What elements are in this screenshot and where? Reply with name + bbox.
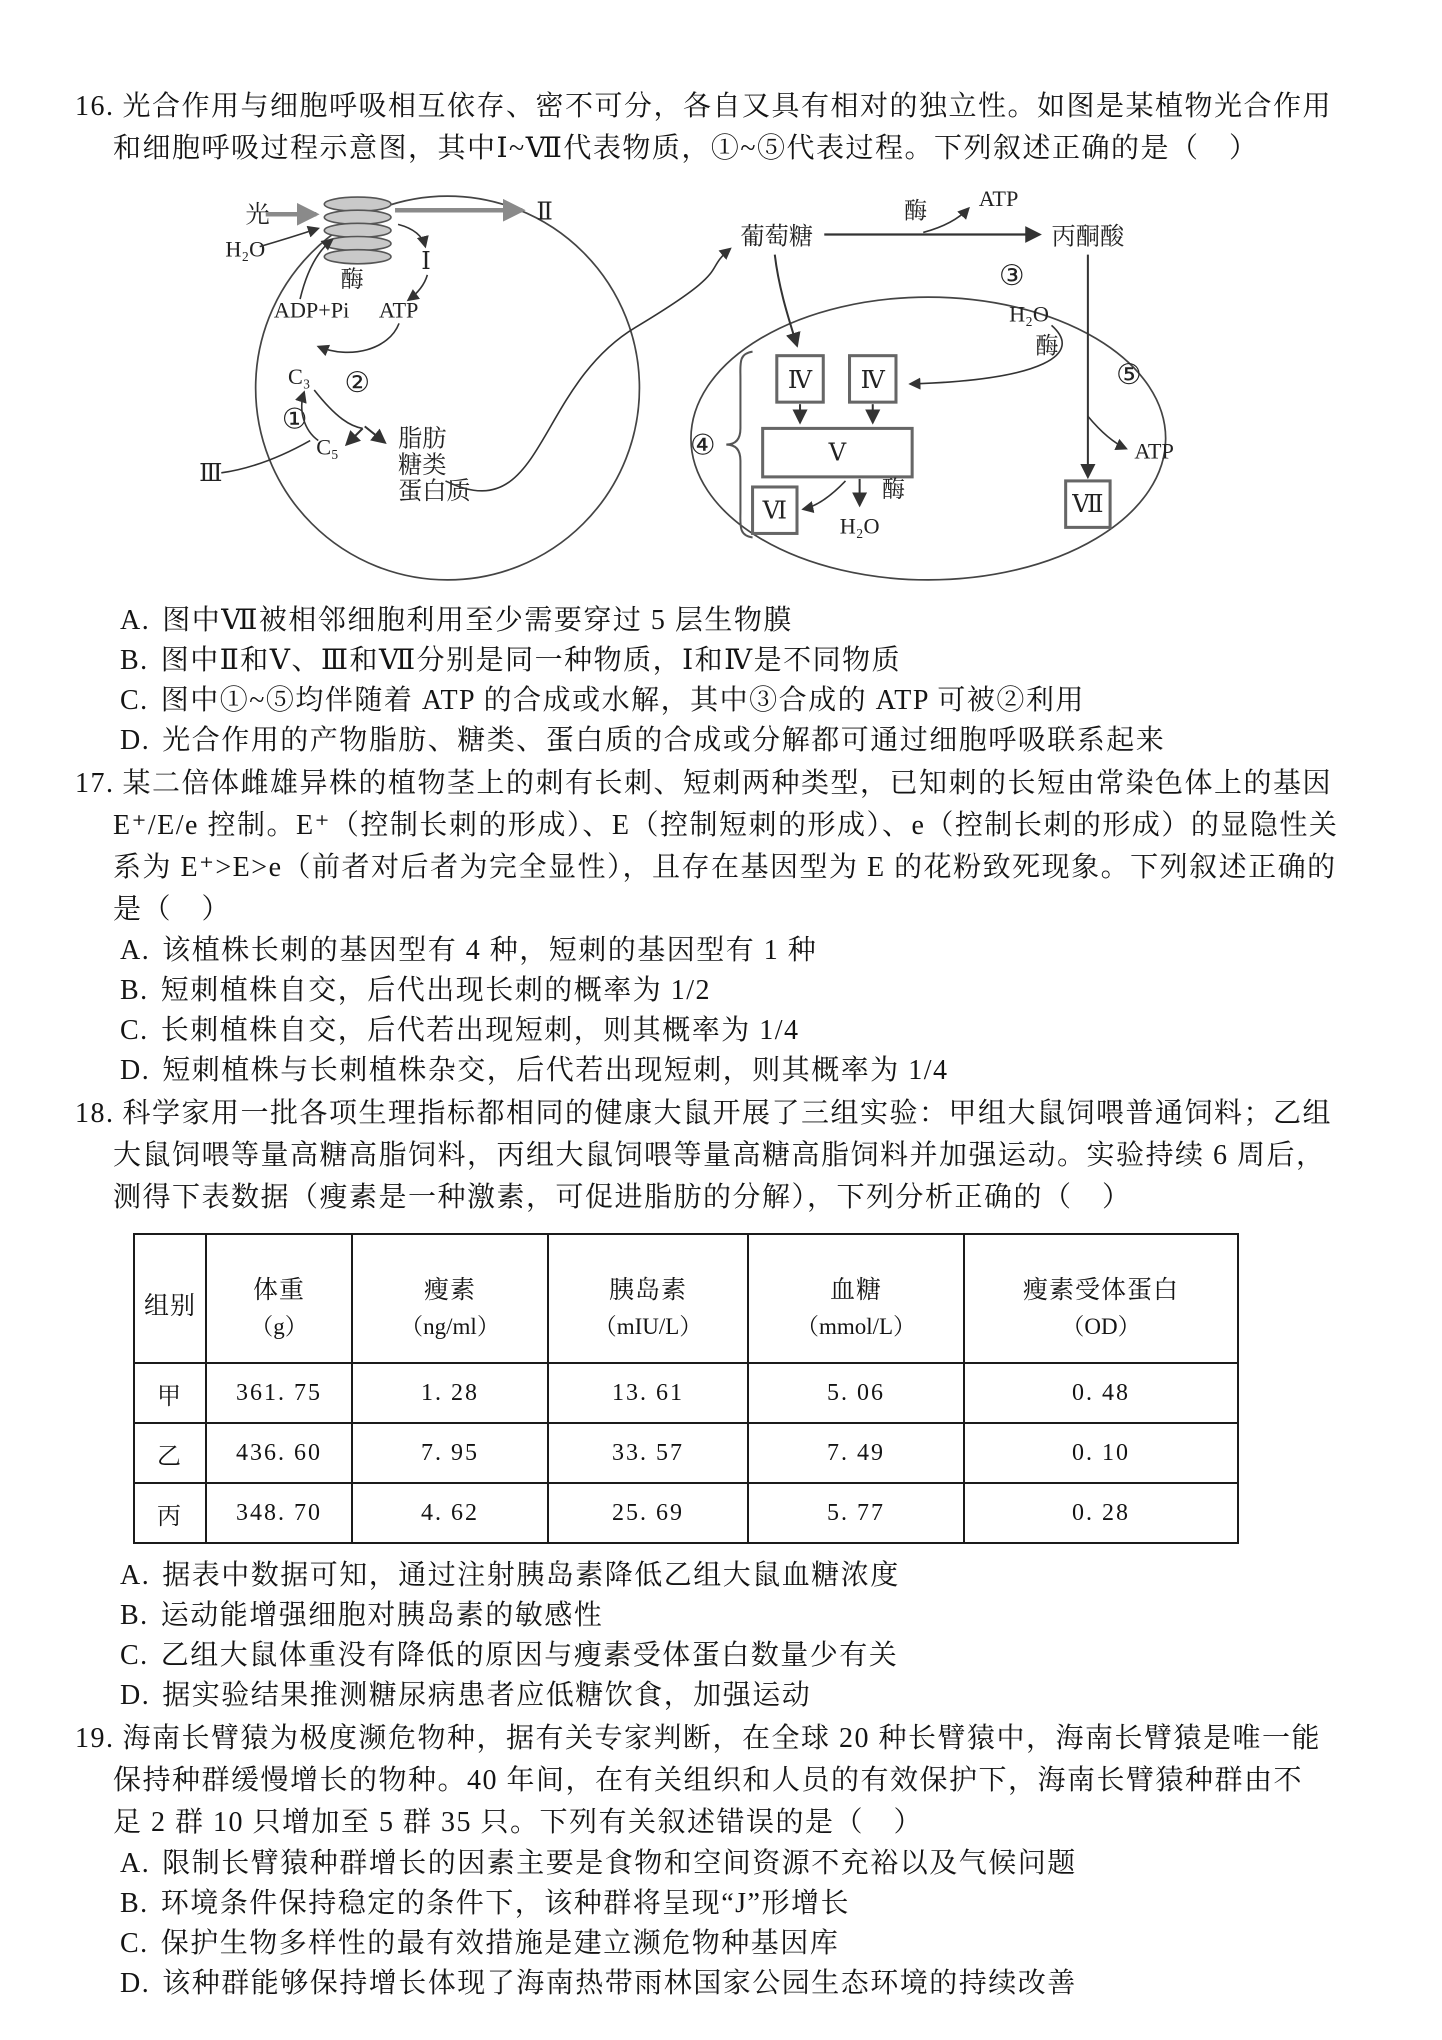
option-label: B.: [120, 645, 149, 676]
pyruvate-atp-arrow: [1088, 416, 1126, 448]
substance3-entry-curve: [221, 441, 310, 473]
table-cell: 7. 95: [352, 1423, 548, 1483]
question-16-option-b: [120, 641, 1394, 681]
diagram-label-water-out: H₂O: [839, 513, 880, 539]
table-cell: 0. 28: [964, 1483, 1238, 1543]
table-cell: 0. 10: [964, 1423, 1238, 1483]
question-16-stem-line-1: [75, 86, 1394, 128]
option-label: D.: [120, 1055, 151, 1086]
products-arrow-right: [365, 426, 385, 442]
question-19-option-c: [120, 1924, 1394, 1964]
products-to-glucose-curve: [446, 249, 731, 491]
diagram-label-substance-6: Ⅵ: [762, 497, 787, 525]
table-cell: 0. 48: [964, 1363, 1238, 1423]
question-18-option-a: [120, 1556, 1394, 1596]
question-19-options: [75, 1844, 1394, 2004]
table-cell: 7. 49: [748, 1423, 964, 1483]
diagram-label-atp-glycolysis: ATP: [978, 186, 1019, 212]
question-16: [75, 86, 1394, 761]
table-cell: 436. 60: [206, 1423, 352, 1483]
question-18-option-c: [120, 1636, 1394, 1676]
products-arrow-left: [347, 428, 363, 444]
column-header-group: 组别: [134, 1234, 206, 1363]
table-cell: 13. 61: [548, 1363, 748, 1423]
diagram-label-step-2: ②: [344, 368, 370, 400]
diagram-label-water-left: H₂O: [225, 236, 266, 262]
option-label: C.: [120, 1015, 149, 1046]
diagram-label-atp-chloroplast: ATP: [378, 297, 419, 323]
diagram-label-atp-mito: ATP: [1134, 438, 1174, 464]
option-label: D.: [120, 1968, 151, 1999]
question-19-stem-line-1: [75, 1718, 1394, 1760]
diagram-label-step-5: ⑤: [1116, 359, 1142, 391]
question-18-option-d: [120, 1676, 1394, 1716]
table-row-jia: [134, 1363, 1238, 1423]
table-cell: 5. 06: [748, 1363, 964, 1423]
V-to-VI-arrow: [803, 481, 845, 509]
option-text: 乙组大鼠体重没有降低的原因与瘦素受体蛋白数量少有关: [160, 1640, 899, 1671]
question-19-stem-line-2: 保持种群缓慢增长的物种。40 年间，在有关组织和人员的有效保护下，海南长臂猿种群由不: [113, 1765, 1304, 1796]
diagram-label-enzyme-glycolysis: 酶: [904, 198, 928, 225]
diagram-label-substance-4b: Ⅳ: [860, 367, 885, 394]
table-cell: 348. 70: [206, 1483, 352, 1543]
diagram-label-substance-3: Ⅲ: [199, 459, 223, 487]
stack-to-I-arrow: [398, 224, 425, 246]
question-17-option-d: [120, 1051, 1394, 1091]
step4-brace: [726, 352, 752, 538]
option-label: C.: [120, 1640, 149, 1671]
substance4-boxes: [777, 356, 896, 402]
column-header-insulin: 胰岛素 （mIU/L）: [548, 1234, 748, 1363]
question-17-option-c: [120, 1011, 1394, 1051]
question-18-stem-text: 科学家用一批各项生理指标都相同的健康大鼠开展了三组实验：甲组大鼠饲喂普通饲料；乙组: [122, 1098, 1333, 1129]
option-label: C.: [120, 685, 149, 716]
table-cell: 5. 77: [748, 1483, 964, 1543]
table-cell: 25. 69: [548, 1483, 748, 1543]
option-text: 短刺植株自交，后代出现长刺的概率为 1/2: [160, 975, 711, 1006]
diagram-label-glucose: 葡萄糖: [740, 223, 814, 251]
option-text: 光合作用的产物脂肪、糖类、蛋白质的合成或分解都可通过细胞呼吸联系起来: [162, 725, 1166, 756]
option-text: 限制长臂猿种群增长的因素主要是食物和空间资源不充裕以及气候问题: [162, 1848, 1077, 1879]
option-text: 环境条件保持稳定的条件下，该种群将呈现“J”形增长: [160, 1888, 850, 1919]
diagram-label-pyruvate: 丙酮酸: [1051, 223, 1125, 251]
question-17-options: [75, 931, 1394, 1091]
option-label: B.: [120, 1600, 149, 1631]
table-cell: 甲: [134, 1363, 206, 1423]
question-17-stem-text: 某二倍体雌雄异株的植物茎上的刺有长刺、短刺两种类型，已知刺的长短由常染色体上的基因: [122, 768, 1333, 799]
water-arrow: [260, 228, 319, 246]
experiment-data-table: [133, 1233, 1239, 1544]
option-text: 运动能增强细胞对胰岛素的敏感性: [160, 1600, 604, 1631]
table-cell: 乙: [134, 1423, 206, 1483]
diagram-label-step-4: ④: [689, 430, 716, 462]
diagram-label-substance-5: Ⅴ: [828, 439, 847, 467]
question-16-stem-line-2: 和细胞呼吸过程示意图，其中Ⅰ~Ⅶ代表物质，①~⑤代表过程。下列叙述正确的是（ ）: [113, 133, 1259, 164]
question-19-stem-line-3: 足 2 群 10 只增加至 5 群 35 只。下列有关叙述错误的是（ ）: [113, 1807, 924, 1838]
diagram-label-product-protein: 蛋白质: [398, 478, 471, 506]
question-17-stem-line-2: E⁺/E/e 控制。E⁺（控制长刺的形成）、E（控制短刺的形成）、e（控制长刺的形成）的显隐性关: [113, 810, 1339, 841]
chloroplast-ellipse: [256, 196, 640, 580]
option-text: 据表中数据可知，通过注射胰岛素降低乙组大鼠血糖浓度: [162, 1560, 900, 1591]
option-text: 长刺植株自交，后代若出现短刺，则其概率为 1/4: [160, 1015, 800, 1046]
diagram-label-adp: ADP+Pi: [273, 297, 350, 323]
option-text: 图中Ⅶ被相邻细胞利用至少需要穿过 5 层生物膜: [162, 605, 793, 636]
table-cell: 1. 28: [352, 1363, 548, 1423]
question-17: [75, 763, 1394, 1091]
question-16-option-d: [120, 721, 1394, 761]
option-text: 据实验结果推测糖尿病患者应低糖饮食，加强运动: [162, 1680, 812, 1711]
thylakoid-stack: [324, 197, 391, 264]
table-cell: 4. 62: [352, 1483, 548, 1543]
diagram-label-water-in: H₂O: [1009, 301, 1049, 327]
table-cell: 33. 57: [548, 1423, 748, 1483]
diagram-svg: [173, 186, 1219, 590]
question-19-stem-text: 海南长臂猿为极度濒危物种，据有关专家判断，在全球 20 种长臂猿中，海南长臂猿是唯一能: [122, 1723, 1322, 1754]
column-header-weight: 体重 （g）: [206, 1234, 352, 1363]
option-text: 保护生物多样性的最有效措施是建立濒危物种基因库: [160, 1928, 840, 1959]
question-17-option-a: [120, 931, 1394, 971]
diagram-label-step-3: ③: [999, 260, 1025, 292]
question-18-stem-line-1: [75, 1093, 1394, 1135]
question-18-option-b: [120, 1596, 1394, 1636]
option-label: B.: [120, 1888, 149, 1919]
question-16-stem-text: 光合作用与细胞呼吸相互依存、密不可分，各自又具有相对的独立性。如图是某植物光合作用: [122, 91, 1333, 122]
diagram-label-enzyme-chloroplast: 酶: [340, 267, 364, 293]
diagram-label-substance-2: Ⅱ: [536, 198, 553, 226]
option-text: 该种群能够保持增长体现了海南热带雨林国家公园生态环境的持续改善: [162, 1968, 1077, 1999]
option-label: A.: [120, 605, 151, 636]
diagram-label-enzyme-mito: 酶: [1035, 333, 1059, 360]
diagram-label-enzyme-water: 酶: [881, 477, 906, 504]
question-18-stem-line-3: 测得下表数据（瘦素是一种激素，可促进脂肪的分解），下列分析正确的（ ）: [113, 1182, 1132, 1213]
diagram-label-substance-1: Ⅰ: [421, 247, 431, 275]
diagram-label-substance-7: Ⅶ: [1072, 491, 1104, 519]
question-18-stem-line-2: 大鼠饲喂等量高糖高脂饲料，丙组大鼠饲喂等量高糖高脂饲料并加强运动。实验持续 6 周后，: [113, 1140, 1326, 1171]
question-18: [75, 1093, 1394, 1716]
option-label: A.: [120, 1560, 151, 1591]
question-19: [75, 1718, 1394, 2004]
diagram-label-step-1: ①: [281, 404, 308, 436]
table-cell: 361. 75: [206, 1363, 352, 1423]
option-text: 图中Ⅱ和Ⅴ、Ⅲ和Ⅶ分别是同一种物质，Ⅰ和Ⅳ是不同物质: [160, 645, 902, 676]
question-19-number: 19.: [75, 1723, 115, 1754]
diagram-label-c3: C₃: [287, 363, 311, 389]
diagram-label-product-sugar: 糖类: [398, 451, 447, 479]
question-18-number: 18.: [75, 1098, 115, 1129]
question-16-options: [75, 601, 1394, 761]
question-19-option-b: [120, 1884, 1394, 1924]
diagram-label-light: 光: [245, 201, 270, 229]
question-16-option-c: [120, 681, 1394, 721]
diagram-label-product-fat: 脂肪: [398, 425, 447, 453]
question-17-stem-line-4: 是（ ）: [113, 894, 232, 925]
question-16-number: 16.: [75, 91, 115, 122]
photosynthesis-respiration-diagram: [173, 186, 1394, 595]
table-row-yi: [134, 1423, 1238, 1483]
question-18-options: [75, 1556, 1394, 1716]
glycolysis-atp-arrow: [923, 208, 968, 232]
table-row-bing: [134, 1483, 1238, 1543]
option-label: B.: [120, 975, 149, 1006]
option-label: A.: [120, 1848, 151, 1879]
question-19-option-a: [120, 1844, 1394, 1884]
question-17-stem-line-3: 系为 E⁺>E>e（前者对后者为完全显性），且存在基因型为 E 的花粉致死现象。下列叙述正确的: [113, 852, 1337, 883]
column-header-leptin-receptor: 瘦素受体蛋白 （OD）: [964, 1234, 1238, 1363]
question-17-number: 17.: [75, 768, 115, 799]
question-16-option-a: [120, 601, 1394, 641]
option-label: D.: [120, 725, 151, 756]
option-text: 图中①~⑤均伴随着 ATP 的合成或水解，其中③合成的 ATP 可被②利用: [160, 685, 1085, 716]
atp-to-cycle-arrow: [318, 323, 399, 352]
diagram-label-substance-4a: Ⅳ: [787, 367, 813, 394]
diagram-label-c5: C₅: [316, 434, 339, 460]
question-17-option-b: [120, 971, 1394, 1011]
option-text: 短刺植株与长刺植株杂交，后代若出现短刺，则其概率为 1/4: [162, 1055, 949, 1086]
question-19-option-d: [120, 1964, 1394, 2004]
column-header-blood-glucose: 血糖 （mmol/L）: [748, 1234, 964, 1363]
column-header-leptin: 瘦素 （ng/ml）: [352, 1234, 548, 1363]
glucose-into-mito-arrow: [775, 255, 797, 346]
question-17-stem-line-1: [75, 763, 1394, 805]
option-text: 该植株长刺的基因型有 4 种，短刺的基因型有 1 种: [162, 935, 818, 966]
option-label: D.: [120, 1680, 151, 1711]
option-label: A.: [120, 935, 151, 966]
table-cell: 丙: [134, 1483, 206, 1543]
option-label: C.: [120, 1928, 149, 1959]
table-header-row: [134, 1234, 1238, 1363]
